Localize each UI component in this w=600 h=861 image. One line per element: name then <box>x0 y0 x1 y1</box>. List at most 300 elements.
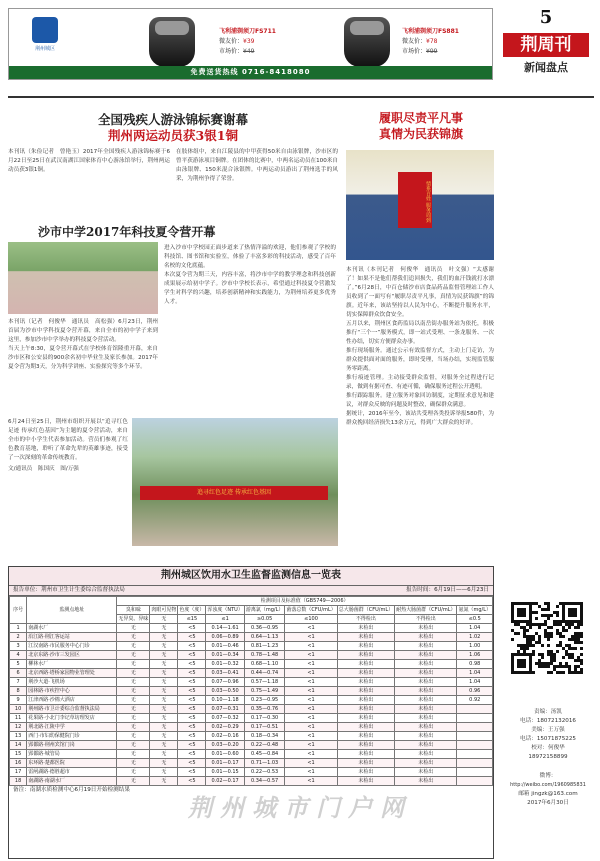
qr-module <box>550 653 553 656</box>
qr-module <box>544 665 547 668</box>
table-cell: 郢都路·城管局 <box>27 750 117 759</box>
qr-module <box>544 620 547 623</box>
qr-module <box>580 653 583 656</box>
table-cell: 0.06—0.89 <box>206 633 244 642</box>
table-cell: 6 <box>10 669 27 678</box>
table-cell: 未检出 <box>337 651 394 660</box>
table-cell: 0.96 <box>457 687 493 696</box>
article-food-safety <box>346 110 496 142</box>
qr-module <box>526 638 529 641</box>
table-row <box>10 777 493 786</box>
editorial-info <box>500 708 596 808</box>
table-row <box>10 660 493 669</box>
table-cell: 无 <box>117 768 150 777</box>
food-safety-body <box>346 266 494 558</box>
qr-module <box>568 647 571 650</box>
qr-module <box>547 665 550 668</box>
table-cell: 未检出 <box>395 768 457 777</box>
ad-hotline: 免费送货热线 0716-8418080 <box>9 66 492 79</box>
qr-module <box>562 629 565 632</box>
article-body: 本次夏令营为期三天，内容丰富，将沙市中学的教学理念和科技创新成果展示给初中学子。沙市中学校长表示，希望通过科技夏令营激发学生对科学的兴趣，培养创新精神和实践能力，为荆州培养更多优秀人才。 <box>164 272 336 305</box>
qr-module <box>541 665 544 668</box>
qr-module <box>514 623 517 626</box>
qr-module <box>526 641 529 644</box>
article-summer-camp <box>8 224 338 240</box>
table-cell: 未检出 <box>395 687 457 696</box>
qr-module <box>541 653 544 656</box>
qr-module <box>562 671 565 674</box>
table-cell: 0.01—0.32 <box>206 660 244 669</box>
qr-module <box>568 671 571 674</box>
table-cell: 0.98 <box>457 660 493 669</box>
table-cell: 0.07—0.96 <box>206 678 244 687</box>
table-cell: 10 <box>10 705 27 714</box>
article-swimming <box>8 112 338 204</box>
table-cell: <5 <box>178 642 206 651</box>
table-cell: 0.81—1.23 <box>244 642 285 651</box>
qr-module <box>556 629 559 632</box>
table-cell: 北京西路·塔桥家园物业管理处 <box>27 669 117 678</box>
table-cell: 无 <box>117 750 150 759</box>
table-cell: 13 <box>10 732 27 741</box>
divider <box>8 96 594 98</box>
table-cell: 未检出 <box>395 705 457 714</box>
qr-module <box>556 644 559 647</box>
qr-module <box>577 623 580 626</box>
qr-module <box>544 608 547 611</box>
table-cell: 0.10—1.18 <box>206 696 244 705</box>
qr-module <box>550 632 553 635</box>
table-cell: 郢都路·荆州宾馆门岗 <box>27 741 117 750</box>
table-cell: 0.03—0.50 <box>206 687 244 696</box>
table-cell: <5 <box>178 624 206 633</box>
qr-module <box>538 626 541 629</box>
weibo-label: 微博： <box>539 773 557 779</box>
table-cell: 0.01—0.46 <box>206 642 244 651</box>
qr-module <box>544 632 547 635</box>
table-row <box>10 687 493 696</box>
qr-module <box>547 650 550 653</box>
qr-module <box>541 614 544 617</box>
qr-module <box>568 623 571 626</box>
table-note: 备注：南湖水质检测中心6月19日开始检测结果 <box>13 787 130 793</box>
table-cell <box>457 777 493 786</box>
qr-module <box>580 662 583 665</box>
article-body: 6月24日至25日，荆州市组织开展以“追寻红色足迹 传承红色基因”为主题的夏令营活动，来自全市的中小学生代表参加活动。营员们参观了红色教育基地，聆听了革命先辈的英雄事迹，接受了一次深刻的革命传统教育。 <box>8 419 128 461</box>
table-cell <box>457 741 493 750</box>
table-cell: <5 <box>178 759 206 768</box>
table-cell: 未检出 <box>337 669 394 678</box>
qr-module <box>559 662 562 665</box>
table-cell: 0.01—0.17 <box>206 759 244 768</box>
table-cell <box>457 723 493 732</box>
qr-module <box>532 611 535 614</box>
article-body: 据统计，2016年至今，该站共受理各类投诉举报580件，为群众挽回经济损失13余万元，得到广大群众的好评。 <box>346 411 494 426</box>
qr-module <box>565 662 568 665</box>
article-body: 在肢体组中，来自江陵县的中甲获得50米自由泳银牌，沙市区的曾平获游泳项目铜牌。在团体的比赛中，中两名运动员在100米自由泳银牌、150米混合泳银牌。中两运动员游出了荆州选手的风采，为荆州争得了荣誉。 <box>176 149 338 182</box>
table-cell: 无 <box>117 669 150 678</box>
table-cell: 无 <box>150 651 178 660</box>
article-body: 推行现场服务。通过公示有效监督方式，主动上门走访，为群众提供面对面的服务，即时受理，当场办结，实现监管服务零距离。 <box>346 348 494 372</box>
qr-module <box>550 650 553 653</box>
table-cell: <5 <box>178 732 206 741</box>
qr-module <box>562 626 565 629</box>
report-org: 报告单位：荆州市卫生计生委综合监督执法局 <box>13 587 125 593</box>
qr-module <box>556 671 559 674</box>
qr-module <box>562 635 565 638</box>
table-cell: 11 <box>10 714 27 723</box>
masthead <box>498 6 594 86</box>
table-cell: 1.04 <box>457 624 493 633</box>
table-cell: 0.75—1.49 <box>244 687 285 696</box>
table-cell: 18 <box>10 777 27 786</box>
qr-module <box>544 623 547 626</box>
table-cell: 12 <box>10 723 27 732</box>
qr-module <box>544 635 547 638</box>
table-cell: 未检出 <box>395 732 457 741</box>
table-cell: 未检出 <box>395 642 457 651</box>
qr-module <box>568 656 571 659</box>
table-cell: 未检出 <box>395 624 457 633</box>
qr-module <box>562 656 565 659</box>
qr-module <box>526 647 529 650</box>
qr-module <box>523 644 526 647</box>
table-cell: <5 <box>178 723 206 732</box>
table-cell: <5 <box>178 750 206 759</box>
issue-date: 2017年6月30日 <box>527 800 569 806</box>
ad-product-1 <box>219 27 276 57</box>
qr-module <box>556 611 559 614</box>
table-row <box>10 705 493 714</box>
qr-module <box>577 671 580 674</box>
table-cell: 4 <box>10 651 27 660</box>
qr-module <box>577 656 580 659</box>
qr-module <box>520 647 523 650</box>
report-period: 报告时间：6月19日——6月23日 <box>406 587 489 593</box>
table-cell: 荆州路·市卫计委综合监督执法局 <box>27 705 117 714</box>
qr-module <box>550 656 553 659</box>
qr-module <box>550 614 553 617</box>
qr-module <box>538 605 541 608</box>
qr-module <box>580 632 583 635</box>
std-visible: 无 <box>150 615 178 624</box>
table-cell: 无 <box>117 660 150 669</box>
qr-module <box>553 665 556 668</box>
table-cell: 沿江路·荆江客运站 <box>27 633 117 642</box>
table-cell: 无 <box>117 633 150 642</box>
table-cell: 无 <box>150 723 178 732</box>
qr-module <box>550 626 553 629</box>
table-cell: 江汉南路·市民服务中心门诊 <box>27 642 117 651</box>
qr-finder <box>517 608 526 617</box>
camp-body-right <box>164 244 336 440</box>
table-cell: 1.04 <box>457 678 493 687</box>
qr-module <box>547 608 550 611</box>
weibo-link[interactable]: http://weibo.com/1960985831 <box>510 782 586 788</box>
qr-module <box>532 644 535 647</box>
table-cell: 15 <box>10 750 27 759</box>
price: ¥78 <box>426 38 438 45</box>
table-cell: 无 <box>117 732 150 741</box>
qr-module <box>532 650 535 653</box>
table-cell: 0.03—0.41 <box>206 669 244 678</box>
table-cell: 南湖路·南湖水厂 <box>27 777 117 786</box>
table-cell: <1 <box>285 777 337 786</box>
qr-module <box>568 665 571 668</box>
table-cell: 未检出 <box>337 660 394 669</box>
article-body: 推行痕迹管理。主动接受群众监督，对服务全过程进行记录，做到有据可查、有迹可循，确保服务过程公开透明。 <box>346 375 494 390</box>
table-cell: <1 <box>285 669 337 678</box>
qr-module <box>565 644 568 647</box>
qr-module <box>538 653 541 656</box>
qr-module <box>574 635 577 638</box>
qr-module <box>574 671 577 674</box>
table-cell <box>457 750 493 759</box>
qr-module <box>547 602 550 605</box>
qr-module <box>580 647 583 650</box>
table-cell: <1 <box>285 759 337 768</box>
qr-module <box>547 626 550 629</box>
table-cell: 未检出 <box>337 741 394 750</box>
email: 邮箱 jingzk@163.com <box>518 791 578 797</box>
table-row <box>10 633 493 642</box>
table-cell: 无 <box>150 705 178 714</box>
qr-module <box>553 659 556 662</box>
qr-module <box>538 623 541 626</box>
qr-module <box>526 623 529 626</box>
qr-module <box>574 665 577 668</box>
table-cell: 未检出 <box>337 714 394 723</box>
table-row <box>10 669 493 678</box>
table-cell: 未检出 <box>337 696 394 705</box>
table-cell: <1 <box>285 705 337 714</box>
table-cell: 无 <box>150 741 178 750</box>
qr-module <box>547 662 550 665</box>
qr-module <box>556 620 559 623</box>
table-cell: <5 <box>178 660 206 669</box>
qr-module <box>517 632 520 635</box>
qr-module <box>511 638 514 641</box>
col-odor: 臭和味 <box>117 606 150 615</box>
qr-module <box>556 614 559 617</box>
qr-module <box>571 635 574 638</box>
qr-module <box>574 659 577 662</box>
table-cell: 未检出 <box>337 777 394 786</box>
headline: 沙市中学2017年科技夏令营开幕 <box>38 225 216 239</box>
table-cell: 未检出 <box>395 741 457 750</box>
col-no: 序号 <box>10 597 27 624</box>
table-cell: 未检出 <box>395 714 457 723</box>
qr-module <box>559 641 562 644</box>
table-row <box>10 759 493 768</box>
table-cell: 3 <box>10 642 27 651</box>
article-body: 进入沙市中学校园正面步道来了热情洋溢的欢迎，他们参观了学校的科技馆、图书馆和实验室，体验了丰富多彩的科技活动，感受了百年名校的文化底蕴。 <box>164 245 336 269</box>
table-cell: 0.01—0.60 <box>206 750 244 759</box>
qr-module <box>547 605 550 608</box>
table-cell: 0.02—0.17 <box>206 777 244 786</box>
qr-module <box>580 641 583 644</box>
table-cell: 荆北路·江陵中学 <box>27 723 117 732</box>
table-cell: 1.02 <box>457 633 493 642</box>
table-row <box>10 642 493 651</box>
qr-module <box>538 659 541 662</box>
col-color: 色度（度） <box>179 606 205 613</box>
table-cell: 1.04 <box>457 669 493 678</box>
qr-module <box>529 635 532 638</box>
table-cell: 未检出 <box>395 669 457 678</box>
qr-module <box>553 653 556 656</box>
table-cell: 无 <box>117 678 150 687</box>
orig-price: ¥99 <box>426 48 438 55</box>
paper-name: 荆周刊 <box>503 33 589 57</box>
table-cell: 0.17—0.30 <box>244 714 285 723</box>
table-cell: 未检出 <box>337 759 394 768</box>
qr-module <box>574 641 577 644</box>
qr-module <box>574 638 577 641</box>
qr-module <box>532 623 535 626</box>
qr-module <box>577 638 580 641</box>
table-cell: 无 <box>150 678 178 687</box>
razor-image <box>344 17 390 67</box>
ad-banner <box>8 8 493 80</box>
qr-module <box>529 623 532 626</box>
table-cell: 17 <box>10 768 27 777</box>
qr-module <box>547 638 550 641</box>
qr-module <box>559 665 562 668</box>
col-visible: 肉眼可见物 <box>151 606 177 613</box>
ad-logo <box>15 15 75 73</box>
table-cell: <1 <box>285 723 337 732</box>
table-cell: <1 <box>285 678 337 687</box>
table-cell: <5 <box>178 777 206 786</box>
qr-module <box>559 623 562 626</box>
qr-module <box>541 623 544 626</box>
designer: 美编：王万强 <box>531 727 565 733</box>
table-cell: <1 <box>285 660 337 669</box>
qr-module <box>550 662 553 665</box>
table-cell: 0.18—0.34 <box>244 732 285 741</box>
qr-module <box>523 626 526 629</box>
qr-module <box>568 653 571 656</box>
qr-module <box>535 623 538 626</box>
table-cell: 荆沙大道·飞机场 <box>27 678 117 687</box>
headline: 全国残疾人游泳锦标赛谢幕 <box>97 112 248 127</box>
qr-module <box>565 650 568 653</box>
table-cell: <5 <box>178 714 206 723</box>
proofreader-phone: 18972158899 <box>528 754 568 760</box>
table-body <box>10 624 493 786</box>
table-cell: 0.45—0.84 <box>244 750 285 759</box>
table-cell: 无 <box>117 741 150 750</box>
table-cell: 1 <box>10 624 27 633</box>
qr-module <box>535 632 538 635</box>
qr-module <box>571 653 574 656</box>
table-cell: 0.35—0.76 <box>244 705 285 714</box>
qr-module <box>574 632 577 635</box>
qr-module <box>556 665 559 668</box>
qr-module <box>559 671 562 674</box>
qr-module <box>568 638 571 641</box>
table-cell: 柳林水厂 <box>27 660 117 669</box>
table-cell: <5 <box>178 687 206 696</box>
qr-module <box>562 665 565 668</box>
table-row <box>10 696 493 705</box>
article-body: 推行跟踪服务。建立服务对象回访制度，定期征求意见和建议，对群众反映的问题及时整改，确保群众满意。 <box>346 393 494 408</box>
table-cell: 0.02—0.16 <box>206 732 244 741</box>
table-cell: 无 <box>150 660 178 669</box>
qr-module <box>577 635 580 638</box>
editor: 责编：汤凯 <box>534 709 562 715</box>
table-cell <box>457 759 493 768</box>
table-row <box>10 624 493 633</box>
qr-module <box>535 662 538 665</box>
headline: 履职尽责平凡事 <box>378 111 463 125</box>
qr-module <box>529 638 532 641</box>
page-number: 5 <box>539 7 553 28</box>
table-cell: 未检出 <box>337 678 394 687</box>
table-cell: 未检出 <box>337 750 394 759</box>
qr-module <box>523 629 526 632</box>
qr-module <box>571 638 574 641</box>
qr-module <box>553 611 556 614</box>
qr-module <box>526 629 529 632</box>
table-cell: 0.68—1.10 <box>244 660 285 669</box>
table-cell: 南湖水厂 <box>27 624 117 633</box>
table-cell: 0.07—0.31 <box>206 705 244 714</box>
table-cell: <5 <box>178 696 206 705</box>
qr-module <box>547 614 550 617</box>
table-cell: 无 <box>150 642 178 651</box>
std-coliform: 不得检出 <box>337 615 394 624</box>
table-cell: 0.44—0.74 <box>244 669 285 678</box>
table-cell: 无 <box>150 687 178 696</box>
qr-module <box>532 671 535 674</box>
table-cell: 0.01—0.15 <box>206 768 244 777</box>
table-cell: 雷闸湖路·德胜超市 <box>27 768 117 777</box>
table-row <box>10 741 493 750</box>
table-row <box>10 750 493 759</box>
qr-module <box>556 623 559 626</box>
qr-module <box>547 671 550 674</box>
table-cell: 未检出 <box>337 624 394 633</box>
qr-module <box>556 632 559 635</box>
qr-module <box>580 623 583 626</box>
table-cell: 未检出 <box>395 750 457 759</box>
table-cell: 0.22—0.53 <box>244 768 285 777</box>
product-name: 飞利浦剃须刀FS881 <box>402 28 459 35</box>
red-camp-photo <box>132 418 338 546</box>
table-cell: <5 <box>178 633 206 642</box>
table-cell: 9 <box>10 696 27 705</box>
qr-module <box>562 647 565 650</box>
qr-module <box>514 632 517 635</box>
qr-module <box>529 641 532 644</box>
qr-module <box>571 623 574 626</box>
qr-module <box>517 623 520 626</box>
qr-module <box>556 605 559 608</box>
table-cell: 1.00 <box>457 642 493 651</box>
table-cell: 未检出 <box>337 642 394 651</box>
qr-module <box>538 638 541 641</box>
table-cell: <1 <box>285 687 337 696</box>
table-cell: 无 <box>117 777 150 786</box>
table-cell: 未检出 <box>395 759 457 768</box>
table-cell: 0.64—1.13 <box>244 633 285 642</box>
table-cell: 未检出 <box>395 633 457 642</box>
qr-module <box>568 668 571 671</box>
qr-module <box>541 662 544 665</box>
table-cell: <1 <box>285 633 337 642</box>
